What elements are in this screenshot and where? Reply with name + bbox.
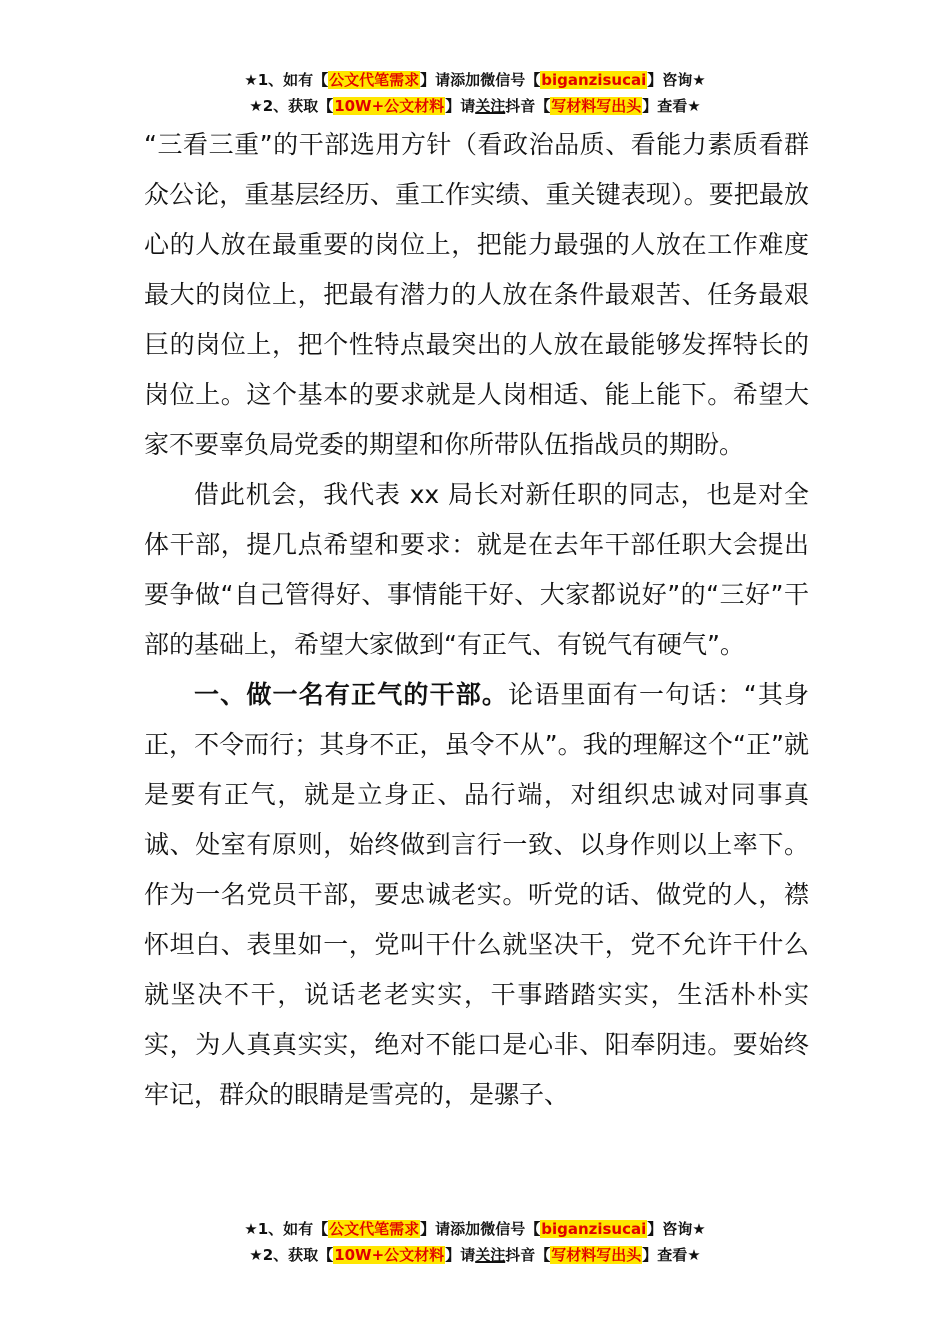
banner-text: 抖音【 [505,1246,551,1264]
banner-underline-follow: 关注 [475,97,506,115]
banner-text: 】咨询★ [647,71,706,89]
banner-text: ★2、获取【 [249,1246,334,1264]
banner-highlight-douyin: 写材料写出头 [551,1246,642,1264]
banner-highlight-douyin: 写材料写出头 [551,97,642,115]
banner-line-1 [0,67,950,93]
banner-highlight-wechat-id: biganzisucai [541,71,647,89]
banner-underline-follow: 关注 [475,1246,506,1264]
banner-highlight-wechat-id: biganzisucai [541,1220,647,1238]
banner-text: 】请添加 [420,1220,481,1238]
banner-text: 】查看★ [642,97,701,115]
banner-highlight-service: 公文代笔需求 [329,71,420,89]
banner-text: 微信号【 [480,71,541,89]
section-body: 论语里面有一句话：“其身正，不令而行；其身不正，虽令不从”。我的理解这个“正”就是要有正气，就是立身正、品行端，对组织忠诚对同事真诚、处室有原则，始终做到言行一致、以身作则以上率下。作为一名党员干部，要忠诚老实。听党的话、做党的人，襟怀坦白、表里如一，党叫干什么就坚决干，党不允许干什么就坚决不干，说话老老实实，干事踏踏实实，生活朴朴实实，为人真真实实，绝对不能口是心非、阳奉阴违。要始终牢记，群众的眼睛是雪亮的，是骡子、 [144,680,809,1109]
footer-banner [0,1216,950,1268]
banner-text: ★2、获取【 [249,97,334,115]
banner-text: 】请 [445,97,476,115]
banner-highlight-materials: 10W+公文材料 [334,97,445,115]
banner-highlight-materials: 10W+公文材料 [334,1246,445,1264]
banner-text: 抖音【 [505,97,551,115]
section-heading: 一、做一名有正气的干部。 [194,680,509,709]
header-banner [0,67,950,119]
banner-text: ★1、如有【 [244,1220,329,1238]
banner-line-2 [0,1242,950,1268]
banner-text: ★1、如有【 [244,71,329,89]
paragraph-section-one [144,670,809,1120]
banner-line-1 [0,1216,950,1242]
banner-text: 】查看★ [642,1246,701,1264]
banner-text: 】请添加 [420,71,481,89]
banner-text: 微信号【 [480,1220,541,1238]
banner-text: 】咨询★ [647,1220,706,1238]
document-body [144,120,809,1120]
banner-highlight-service: 公文代笔需求 [329,1220,420,1238]
paragraph-expectations: 借此机会，我代表 xx 局长对新任职的同志，也是对全体干部，提几点希望和要求：就是在去年干部任职大会提出要争做“自己管得好、事情能干好、大家都说好”的“三好”干部的基础上，希望大家做到“有正气、有锐气有硬气”。 [144,480,809,659]
banner-line-2 [0,93,950,119]
paragraph-cadre-policy: “三看三重”的干部选用方针（看政治品质、看能力素质看群众公论，重基层经历、重工作实绩、重关键表现）。要把最放心的人放在最重要的岗位上，把能力最强的人放在工作难度最大的岗位上，把最有潜力的人放在条件最艰苦、任务最艰巨的岗位上，把个性特点最突出的人放在最能够发挥特长的岗位上。这个基本的要求就是人岗相适、能上能下。希望大家不要辜负局党委的期望和你所带队伍指战员的期盼。 [144,130,809,459]
banner-text: 】请 [445,1246,476,1264]
